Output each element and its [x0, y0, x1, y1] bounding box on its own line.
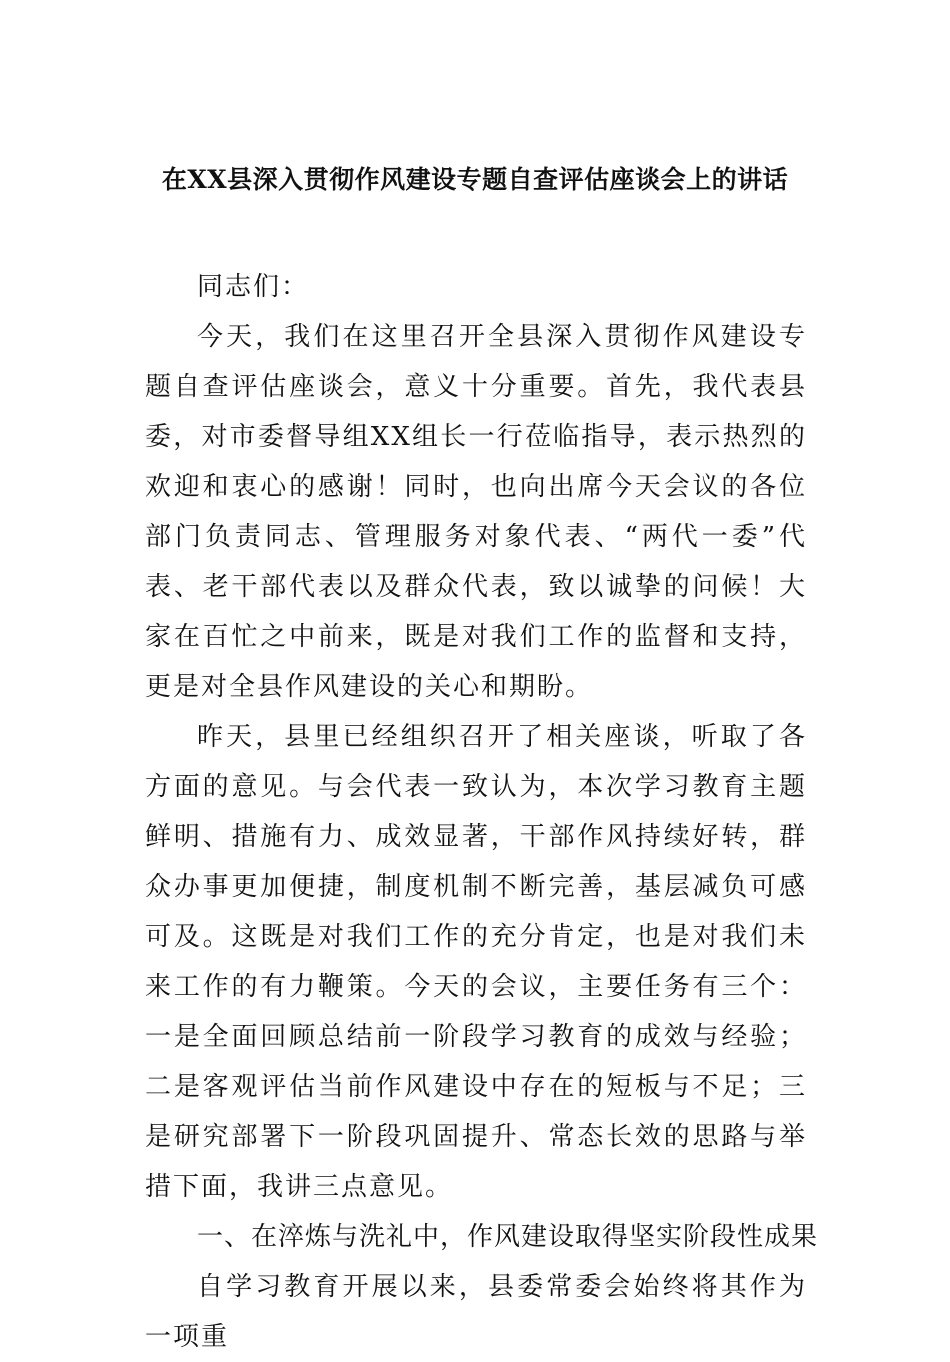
section-heading: 一、在淬炼与洗礼中，作风建设取得坚实阶段性成果 [197, 1222, 819, 1252]
salutation: 同志们： [197, 272, 310, 302]
document-body [145, 262, 819, 1362]
paragraph-feedback: 昨天，县里已经组织召开了相关座谈，听取了各方面的意见。与会代表一致认为，本次学习教育主题鲜明、措施有力、成效显著，干部作风持续好转，群众办事更加便捷，制度机制不断完善，基层减负可感可及。这既是对我们工作的充分肯定，也是对我们未来工作的有力鞭策。今天的会议，主要任务有三个：一是全面回顾总结前一阶段学习教育的成效与经验；二是客观评估当前作风建设中存在的短板与不足；三是研究部署下一阶段巩固提升、常态长效的思路与举措下面，我讲三点意见。 [145, 722, 807, 1202]
document-title: 在XX县深入贯彻作风建设专题自查评估座谈会上的讲话 [161, 165, 789, 194]
paragraph-section-start: 自学习教育开展以来，县委常委会始终将其作为一项重 [145, 1272, 807, 1352]
paragraph-opening: 今天，我们在这里召开全县深入贯彻作风建设专题自查评估座谈会，意义十分重要。首先，我代表县委，对市委督导组XX组长一行莅临指导，表示热烈的欢迎和衷心的感谢！同时，也向出席今天会议的各位部门负责同志、管理服务对象代表、“两代一委”代表、老干部代表以及群众代表，致以诚挚的问候！大家在百忙之中前来，既是对我们工作的监督和支持，更是对全县作风建设的关心和期盼。 [145, 322, 807, 702]
